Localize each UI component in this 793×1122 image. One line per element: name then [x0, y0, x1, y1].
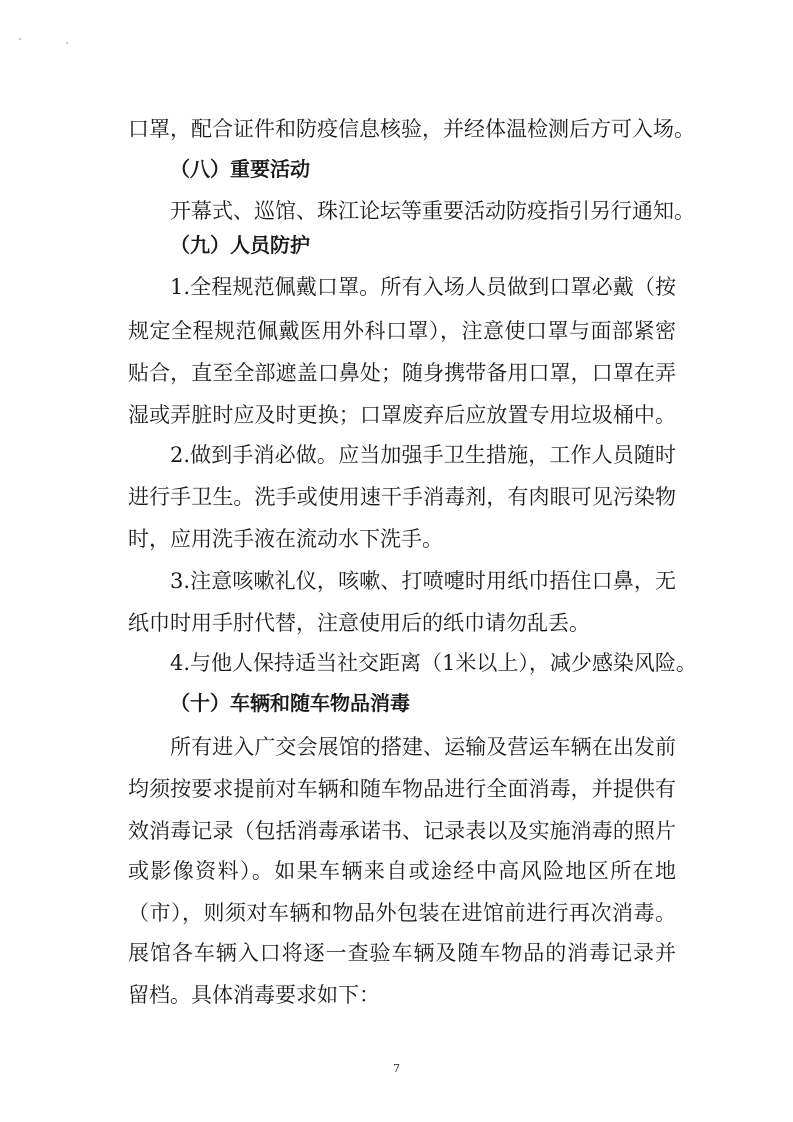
body-line: 均须按要求提前对车辆和随车物品进行全面消毒，并提供有 — [128, 777, 676, 801]
body-line: 进行手卫生。洗手或使用速干手消毒剂，有肉眼可见污染物 — [128, 485, 676, 509]
section-heading-9: （九）人员防护 — [170, 233, 310, 257]
scan-speck — [19, 38, 21, 40]
body-line: 2.做到手消必做。应当加强手卫生措施，工作人员随时 — [170, 443, 676, 467]
body-line: 时，应用洗手液在流动水下洗手。 — [128, 527, 443, 551]
body-line: 所有进入广交会展馆的搭建、运输及营运车辆在出发前 — [170, 735, 676, 759]
body-line: 效消毒记录（包括消毒承诺书、记录表以及实施消毒的照片 — [128, 819, 676, 843]
section-heading-10: （十）车辆和随车物品消毒 — [170, 691, 410, 715]
section-heading-8: （八）重要活动 — [170, 157, 310, 181]
body-line: 留档。具体消毒要求如下： — [128, 983, 380, 1007]
body-line: 3.注意咳嗽礼仪，咳嗽、打喷嚏时用纸巾捂住口鼻，无 — [170, 569, 676, 593]
page-number: 7 — [393, 1062, 400, 1075]
body-line: （市），则须对车辆和物品外包装在进馆前进行再次消毒。 — [128, 901, 676, 925]
body-line: 开幕式、巡馆、珠江论坛等重要活动防疫指引另行通知。 — [170, 199, 695, 223]
body-line: 纸巾时用手肘代替，注意使用后的纸巾请勿乱丢。 — [128, 611, 590, 635]
body-line: 4.与他人保持适当社交距离（1米以上），减少感染风险。 — [170, 651, 697, 675]
scan-speck — [66, 42, 68, 44]
body-line: 展馆各车辆入口将逐一查验车辆及随车物品的消毒记录并 — [128, 941, 676, 965]
body-line: 规定全程规范佩戴医用外科口罩），注意使口罩与面部紧密 — [128, 319, 676, 343]
body-line: 贴合，直至全部遮盖口鼻处；随身携带备用口罩，口罩在弄 — [128, 361, 676, 385]
body-line: 口罩，配合证件和防疫信息核验，并经体温检测后方可入场。 — [128, 117, 695, 141]
body-line: 或影像资料）。如果车辆来自或途经中高风险地区所在地 — [128, 859, 676, 883]
body-line: 1.全程规范佩戴口罩。所有入场人员做到口罩必戴（按 — [170, 275, 676, 299]
body-line: 湿或弄脏时应及时更换；口罩废弃后应放置专用垃圾桶中。 — [128, 403, 676, 427]
